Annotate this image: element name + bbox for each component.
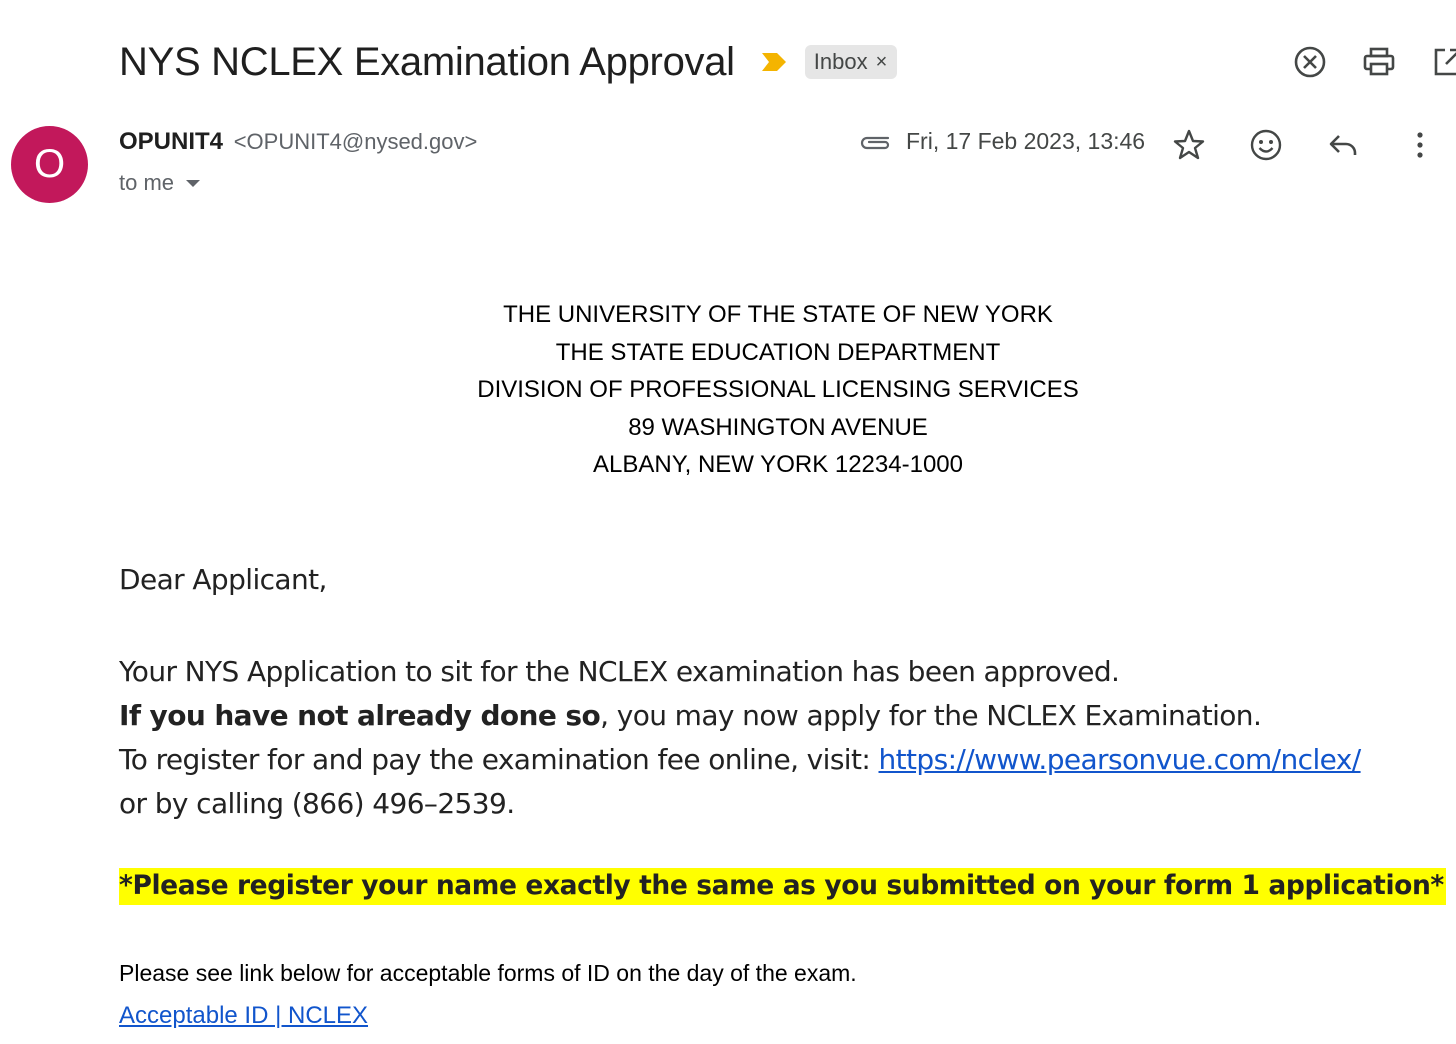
sender-email: <OPUNIT4@nysed.gov>: [233, 129, 478, 154]
remove-label-button[interactable]: ×: [875, 50, 888, 73]
message-meta: [858, 128, 1145, 155]
approval-paragraph: [119, 650, 1361, 826]
phone-line: or by calling (866) 496–2539.: [119, 787, 515, 820]
emoji-icon[interactable]: [1243, 122, 1289, 168]
sender-name[interactable]: OPUNIT4: [119, 128, 224, 155]
letterhead-line: ALBANY, NEW YORK 12234-1000: [593, 451, 963, 478]
show-details-caret-icon[interactable]: [186, 180, 200, 187]
apply-rest: , you may now apply for the NCLEX Examination.: [600, 699, 1262, 732]
register-line: [119, 738, 1361, 782]
star-icon[interactable]: [1166, 122, 1212, 168]
inbox-label-text: Inbox: [813, 49, 868, 74]
greeting: Dear Applicant,: [119, 563, 327, 596]
open-in-new-window-icon[interactable]: [1426, 40, 1456, 84]
letterhead-line: THE STATE EDUCATION DEPARTMENT: [555, 338, 1001, 366]
letterhead-line: THE UNIVERSITY OF THE STATE OF NEW YORK: [503, 301, 1053, 328]
highlighted-notice: *Please register your name exactly the same as you submitted on your form 1 application*: [119, 868, 1446, 905]
apply-bold: If you have not already done so: [119, 699, 601, 732]
subject-toolbar: [1263, 40, 1456, 84]
register-text: To register for and pay the examination fee online, visit:: [119, 743, 879, 776]
print-icon[interactable]: [1357, 40, 1401, 84]
close-circle-icon[interactable]: [1288, 40, 1332, 84]
paperclip-icon: [858, 130, 892, 154]
letterhead-line: DIVISION OF PROFESSIONAL LICENSING SERVICES: [477, 376, 1079, 403]
apply-line: [119, 694, 1361, 738]
message-date: Fri, 17 Feb 2023, 13:46: [906, 128, 1146, 154]
inbox-label-chip: [805, 45, 898, 79]
importance-marker-icon[interactable]: [759, 49, 789, 75]
recipient-line: [119, 170, 200, 196]
recipient-text: to me: [119, 170, 175, 195]
email-subject: NYS NCLEX Examination Approval: [119, 39, 735, 84]
acceptable-id-link[interactable]: Acceptable ID | NCLEX: [119, 1002, 369, 1029]
pearsonvue-link[interactable]: https://www.pearsonvue.com/nclex/: [878, 743, 1361, 776]
letterhead: [0, 296, 1456, 484]
sender-avatar[interactable]: O: [11, 126, 88, 203]
letterhead-line: 89 WASHINGTON AVENUE: [628, 413, 928, 441]
id-note: Please see link below for acceptable forms of ID on the day of the exam.: [119, 960, 857, 986]
message-actions: [1166, 122, 1443, 168]
subject-row: [119, 34, 897, 90]
sender-line: [119, 128, 477, 156]
more-icon[interactable]: [1397, 122, 1443, 168]
approval-line: Your NYS Application to sit for the NCLEX examination has been approved.: [119, 655, 1120, 688]
reply-icon[interactable]: [1320, 122, 1366, 168]
